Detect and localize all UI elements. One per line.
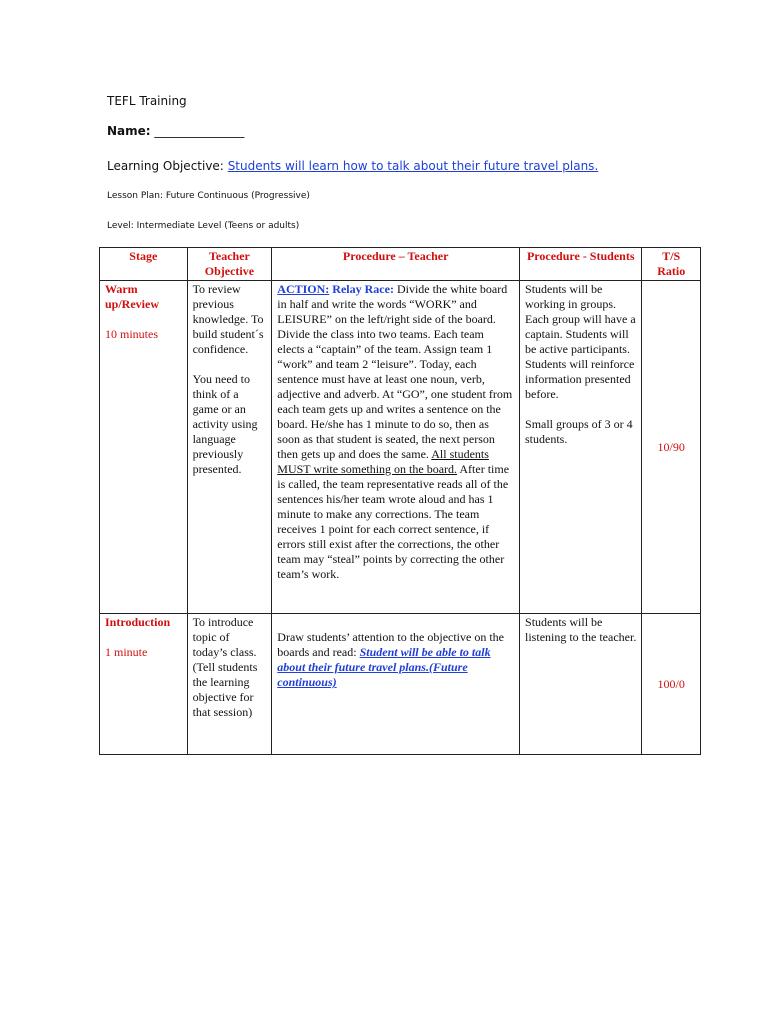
stage-cell <box>100 614 188 755</box>
procedure-text <box>277 630 514 690</box>
header-teacher-objective: Teacher Objective <box>187 248 272 281</box>
procedure-students-cell <box>520 614 642 755</box>
stage-time: 1 minute <box>105 645 148 659</box>
procedure-link[interactable]: Student will be able to talk about their future travel plans.(Future continuous) <box>277 645 491 689</box>
ratio-cell: 100/0 <box>642 614 701 755</box>
objective-link[interactable]: Students will learn how to talk about their future travel plans. <box>227 159 599 173</box>
procedure-part-a: Draw students’ attention to the objective on the boards and read: <box>277 630 504 659</box>
procedure-part-a: Divide the white board in half and write the words “WORK” and LEISURE” on the left/right side of the board. Divide the class into two teams. Each team elects a “captain” of the team. Assign team 1 “work” and team 2 “leisure”. Today, each sentence must have at least one noun, verb, adjective and adverb. At “GO”, one student from each team gets up and writes a sentence on the board. He/she has 1 minute to do so, then as soon as that student is seated, the next person then gets up and does the same. <box>277 282 513 461</box>
procedure-part-b: After time is called, the team representative reads all of the sentences his/her team wrote aloud and has 1 minute to make any corrections. The team receives 1 point for each correct sentence, if errors still exist after the corrections, the other team may “steal” points by correcting the other team’s work. <box>277 462 510 581</box>
objective-text: To review previous knowledge. To build student´s confidence. <box>192 282 264 356</box>
table-header-row <box>100 248 701 281</box>
procedure-teacher-cell <box>272 614 520 755</box>
procedure-teacher-cell <box>272 281 520 614</box>
action-label: ACTION: <box>277 282 330 296</box>
header-procedure-teacher: Procedure – Teacher <box>272 248 520 281</box>
lesson-table <box>99 247 701 755</box>
students-text: Students will be listening to the teacher. <box>525 615 637 644</box>
level: Level: Intermediate Level (Teens or adults) <box>107 221 300 231</box>
procedure-underline: All students MUST write something on the board. <box>277 447 489 476</box>
table-row <box>100 614 701 755</box>
students-text: Students will be working in groups. Each group will have a captain. Students will be active participants. Students will reinforce information presented before. <box>525 282 636 401</box>
stage-name: Introduction <box>105 615 171 629</box>
stage-name: Warm up/Review <box>105 282 159 311</box>
name-label: Name: <box>107 124 151 138</box>
procedure-text <box>277 282 514 582</box>
document-title: TEFL Training <box>107 94 187 108</box>
action-name: Relay Race: <box>332 282 394 296</box>
learning-objective <box>107 159 598 173</box>
objective-cell <box>187 281 272 614</box>
ratio-cell: 10/90 <box>642 281 701 614</box>
objective-cell <box>187 614 272 755</box>
table-row <box>100 281 701 614</box>
header-ts-ratio: T/S Ratio <box>642 248 701 281</box>
stage-time: 10 minutes <box>105 327 158 341</box>
stage-cell <box>100 281 188 614</box>
header-stage: Stage <box>100 248 188 281</box>
header-procedure-students: Procedure - Students <box>520 248 642 281</box>
name-line <box>107 124 244 138</box>
objective-label: Learning Objective: <box>107 159 224 173</box>
objective-text: To introduce topic of today’s class. (Tell students the learning objective for that session) <box>192 615 258 719</box>
name-blank[interactable]: _______________ <box>150 124 245 138</box>
students-groups: Small groups of 3 or 4 students. <box>525 417 633 446</box>
lesson-plan: Lesson Plan: Future Continuous (Progressive) <box>107 191 310 201</box>
objective-note: You need to think of a game or an activity using language previously presented. <box>192 372 258 476</box>
procedure-students-cell <box>520 281 642 614</box>
